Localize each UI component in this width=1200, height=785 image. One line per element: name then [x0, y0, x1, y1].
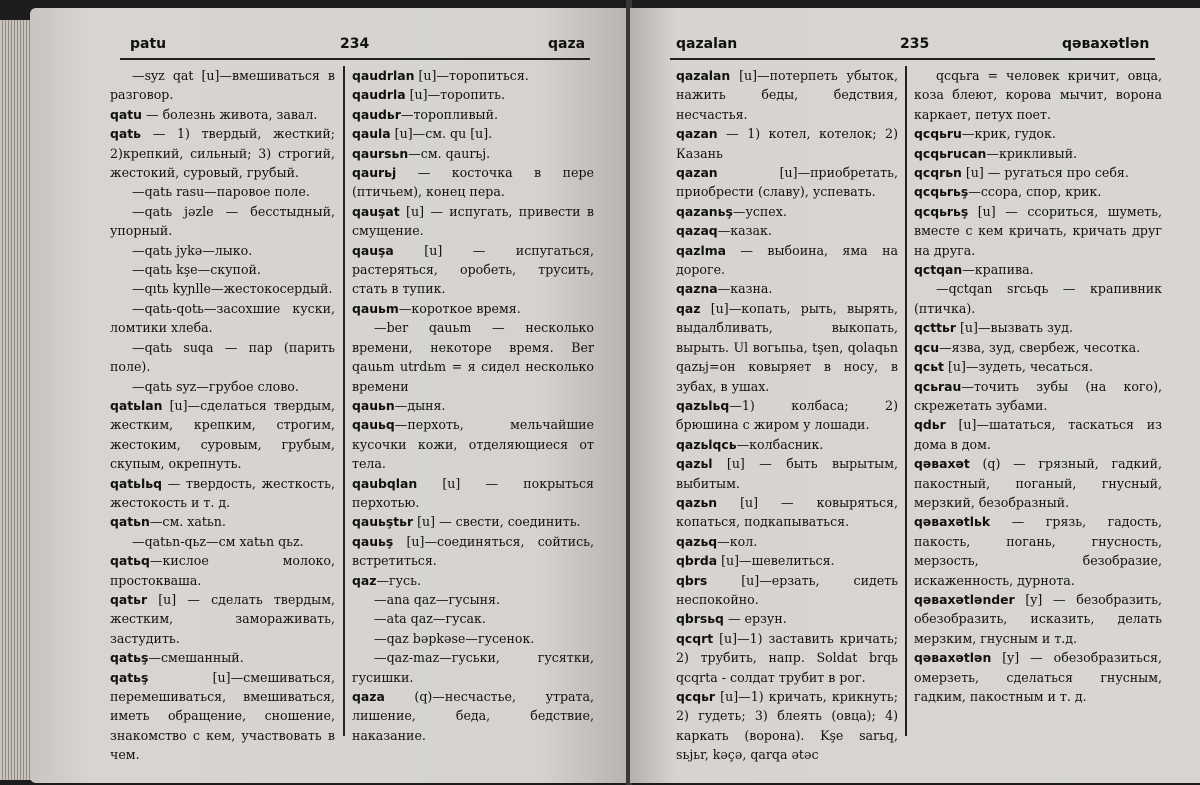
headword: qauşa: [352, 242, 394, 258]
dictionary-entry: [914, 415, 1162, 454]
headword: qcqrt: [676, 630, 714, 646]
dictionary-entry: [676, 202, 898, 221]
definition: —см. qaurьj.: [408, 145, 491, 161]
headword: qbrsьq: [676, 611, 724, 627]
dictionary-entry: [352, 85, 594, 104]
dictionary-entry: [352, 396, 594, 415]
headword: qaudrla: [352, 87, 406, 103]
dictionary-entry: [676, 629, 898, 687]
definition: [u]—зудеть, чесаться.: [943, 359, 1094, 375]
headword: qatьş: [110, 669, 149, 685]
definition: —qatь syz—грубое слово.: [132, 378, 299, 394]
dictionary-entry: [676, 687, 898, 765]
definition: [u]—соединяться, сойтись, встретиться.: [352, 533, 594, 569]
definition: —перхоть, мельчайшие кусочки кожи, отделяющиеся от тела.: [352, 417, 594, 472]
headword: qatu: [110, 106, 142, 122]
dictionary-entry: [352, 144, 594, 163]
headword: qcqrьn: [914, 165, 962, 181]
dictionary-entry: [110, 299, 335, 338]
dictionary-entry: [914, 182, 1162, 201]
dictionary-entry: [676, 279, 898, 298]
dictionary-entry: [352, 590, 594, 609]
definition: [u]—приобретать, приобрести (славу), успевать.: [676, 165, 898, 200]
dictionary-entry: [676, 299, 898, 396]
headword: qauşat: [352, 203, 400, 219]
dictionary-entry: [676, 221, 898, 240]
right-page: [630, 8, 1200, 783]
definition: [u] — ковыряться, копаться, подкапываться.: [676, 494, 898, 530]
dictionary-entry: [914, 377, 1162, 416]
dictionary-entry: [676, 454, 898, 493]
definition: [u] — сделать твердым, жестким, замораживать, застудить.: [110, 591, 335, 646]
definition: —ber qauьm — несколько времени, некоторе время. Ber qauьm utrdьm = я сидел несколько времени: [352, 320, 594, 394]
definition: —смешанный.: [148, 650, 244, 666]
left-column-divider: [343, 66, 345, 736]
right-column-divider: [905, 66, 907, 736]
dictionary-entry: [914, 124, 1162, 143]
headword: qazьlьq: [676, 397, 730, 413]
headword: qaurьj: [352, 165, 397, 181]
definition: —qatь-qotь—засохшие куски, ломтики хлеба.: [110, 300, 335, 336]
headword: qatьş: [110, 650, 149, 666]
dictionary-entry: [352, 105, 594, 124]
definition: —ссора, спор, крик.: [968, 184, 1102, 200]
definition: —syz qat [u]—вмешиваться в разговор.: [110, 68, 335, 103]
dictionary-entry: [110, 279, 335, 298]
dictionary-entry: [352, 66, 594, 85]
definition: —qatь jəzle — бесстыдный, упорный.: [110, 203, 335, 239]
headword: qbrs: [676, 572, 708, 588]
definition: —qatь kşe—скупой.: [132, 262, 261, 278]
headword: qcqьru: [914, 126, 962, 142]
left-running-head-right: qaza: [548, 36, 586, 52]
definition: [u]—потерпеть убыток, нажить беды, бедствия, несчастья.: [676, 68, 898, 122]
definition: —колбасник.: [736, 436, 824, 452]
dictionary-entry: [676, 551, 898, 570]
dictionary-entry: [110, 396, 335, 474]
dictionary-entry: [914, 357, 1162, 376]
definition: [u]—ерзать, сидеть неспокойно.: [676, 572, 898, 607]
headword: qatьn: [110, 514, 150, 530]
definition: (q)—несчастье, утрата, лишение, беда, бедствие, наказание.: [352, 689, 594, 743]
left-page: [30, 8, 628, 783]
dictionary-entry: [676, 241, 898, 280]
definition: —кислое молоко, простокваша.: [110, 553, 335, 588]
definition: —qıtь kyɲlle—жестокосердый.: [132, 281, 333, 297]
definition: qcqьra = человек кричит, овца, коза блеют, корова мычит, ворона каркает, петух поет.: [914, 68, 1162, 122]
headword: qcqьrьş: [914, 203, 969, 219]
headword: qauьştьr: [352, 514, 414, 530]
definition: — грязь, гадость, пакость, погань, гнусность, мерзость, безобразие, искаженность, дурнота.: [914, 514, 1162, 588]
dictionary-entry: [352, 532, 594, 571]
definition: —ata qaz—гусак.: [374, 611, 486, 627]
dictionary-entry: [110, 241, 335, 260]
definition: —торопливый.: [400, 106, 498, 122]
headword: qaudьr: [352, 106, 401, 122]
definition: —казна.: [717, 281, 773, 297]
dictionary-entry: [676, 124, 898, 163]
headword: qaursьn: [352, 145, 409, 161]
right-running-head-right: qəвaxətlən: [1062, 36, 1150, 52]
dictionary-entry: [110, 474, 335, 513]
definition: [u]—сделаться твердым, жестким, крепким, строгим, жестоким, суровым, грубым, скупым, окрепнуть.: [110, 397, 335, 472]
dictionary-entry: [110, 377, 335, 396]
definition: —точить зубы (на кого), скрежетать зубами.: [914, 378, 1162, 413]
left-running-head-left: patu: [130, 36, 167, 52]
headword: qauьn: [352, 397, 395, 413]
dictionary-entry: [914, 648, 1162, 706]
headword: qazьl: [676, 456, 713, 472]
definition: [u] — быть вырытым, выбитым.: [676, 456, 898, 491]
dictionary-entry: [110, 668, 335, 765]
definition: — косточка в пере (птичьем), конец пера.: [352, 165, 594, 200]
left-page-number: 234: [340, 36, 370, 52]
dictionary-entry: [914, 512, 1162, 590]
headword: qaz: [676, 300, 701, 316]
definition: —qatьn-qьz—см xatьn qьz.: [132, 533, 304, 549]
headword: qauьş: [352, 533, 394, 549]
headword: qaza: [352, 689, 385, 704]
definition: — твердость, жесткость, жестокость и т. д.: [110, 475, 335, 510]
dictionary-entry: [676, 66, 898, 124]
definition: [u] — покрыться перхотью.: [352, 475, 594, 510]
headword: qaz: [352, 572, 377, 588]
definition: [u] — испугаться, растеряться, оробеть, трусить, стать в тупик.: [352, 242, 594, 297]
dictionary-entry: [110, 105, 335, 124]
definition: — 1) котел, котелок; 2) Казань: [676, 126, 898, 161]
dictionary-entry: [352, 299, 594, 318]
headword: qatьlьq: [110, 475, 162, 491]
definition: [u]—см. qu [u].: [390, 126, 493, 142]
headword: qazlma: [676, 242, 726, 258]
definition: —крик, гудок.: [961, 126, 1056, 142]
dictionary-entry: [352, 629, 594, 648]
dictionary-entry: [352, 648, 594, 687]
dictionary-entry: [110, 532, 335, 551]
definition: [u]—1) заставить кричать; 2) трубить, напр. Soldat brqь qcqrta - солдат трубит в рог.: [676, 630, 898, 685]
definition: [u]—шевелиться.: [717, 553, 835, 569]
dictionary-entry: [914, 163, 1162, 182]
definition: — выбоина, яма на дороге.: [676, 242, 898, 278]
right-column-2: [914, 66, 1162, 706]
definition: [u] — ссориться, шуметь, вместе с кем кричать, кричать друг на друга.: [914, 203, 1162, 258]
headword: qcu: [914, 339, 940, 355]
dictionary-entry: [914, 144, 1162, 163]
dictionary-entry: [914, 338, 1162, 357]
definition: — болезнь живота, завал.: [141, 106, 318, 122]
definition: [u]—1) кричать, крикнуть; 2) гудеть; 3) блеять (овца); 4) каркать (ворона). Kşe sarьq, sьjьr, kəçə, qarqa ətəc: [676, 689, 898, 763]
left-header-rule: [120, 58, 590, 60]
dictionary-entry: [110, 124, 335, 182]
dictionary-entry: [914, 279, 1162, 318]
headword: qatьr: [110, 591, 148, 607]
headword: qdьr: [914, 417, 946, 433]
right-page-number: 235: [900, 36, 930, 52]
dictionary-entry: [676, 435, 898, 454]
headword: qazьn: [676, 494, 718, 510]
definition: —qaz-maz—гуськи, гусятки, гусишки.: [352, 650, 594, 685]
headword: qaula: [352, 126, 391, 142]
dictionary-entry: [352, 512, 594, 531]
right-column-1: [676, 66, 898, 765]
dictionary-entry: [110, 551, 335, 590]
dictionary-entry: [110, 182, 335, 201]
definition: —см. xatьn.: [149, 514, 226, 530]
dictionary-entry: [914, 66, 1162, 124]
headword: qazna: [676, 281, 718, 297]
dictionary-entry: [914, 454, 1162, 512]
headword: qcqьrucan: [914, 145, 987, 161]
left-column-1: [110, 66, 335, 765]
definition: [u]—смешиваться, перемешиваться, вмешиваться, иметь обращение, сношение, знакомство с кем, участвовать в чем.: [110, 669, 335, 763]
right-running-head-left: qazalan: [676, 36, 738, 52]
definition: —кол.: [717, 533, 758, 549]
dictionary-entry: [914, 590, 1162, 648]
definition: [y] — безобразить, обезобразить, исказить, делать мерзким, гнусным и т.д.: [914, 591, 1162, 646]
definition: —дыня.: [394, 397, 446, 413]
dictionary-entry: [110, 512, 335, 531]
dictionary-entry: [352, 609, 594, 628]
dictionary-entry: [352, 571, 594, 590]
headword: qatьq: [110, 553, 150, 569]
headword: qatь: [110, 126, 141, 142]
dictionary-entry: [352, 202, 594, 241]
dictionary-entry: [110, 66, 335, 105]
definition: —ana qaz—гусыня.: [374, 591, 500, 607]
definition: —qctqan srcьqь — крапивник (птичка).: [914, 281, 1162, 316]
definition: —успех.: [732, 203, 787, 219]
headword: qəвaxətlьk: [914, 514, 991, 530]
dictionary-entry: [352, 124, 594, 143]
dictionary-entry: [352, 415, 594, 473]
headword: qcьt: [914, 359, 944, 375]
dictionary-entry: [914, 260, 1162, 279]
definition: —qatь jykə—лыко.: [132, 242, 253, 258]
headword: qctqan: [914, 262, 963, 278]
dictionary-entry: [676, 571, 898, 610]
dictionary-entry: [352, 241, 594, 299]
definition: —язва, зуд, свербеж, чесотка.: [939, 339, 1141, 355]
definition: [u] — испугать, привести в смущение.: [352, 203, 594, 239]
headword: qazьlqcь: [676, 436, 737, 452]
definition: —крикливый.: [986, 145, 1078, 161]
headword: qcttьr: [914, 320, 957, 336]
definition: —гусь.: [376, 572, 421, 588]
dictionary-entry: [914, 318, 1162, 337]
dictionary-entry: [110, 648, 335, 667]
definition: —казак.: [717, 223, 772, 239]
dictionary-entry: [110, 338, 335, 377]
dictionary-entry: [352, 163, 594, 202]
dictionary-entry: [352, 687, 594, 745]
dictionary-entry: [676, 396, 898, 435]
headword: qauьq: [352, 417, 395, 433]
left-column-2: [352, 66, 594, 745]
headword: qazan: [676, 165, 718, 181]
headword: qəвaxətlən: [914, 650, 992, 666]
dictionary-entry: [352, 318, 594, 396]
dictionary-entry: [676, 532, 898, 551]
definition: —короткое время.: [398, 300, 521, 316]
dictionary-entry: [110, 202, 335, 241]
definition: —qatь suqa — пар (парить поле).: [110, 339, 335, 375]
definition: —qatь rasu—паровое поле.: [132, 184, 310, 200]
headword: qaubqlan: [352, 475, 418, 491]
dictionary-entry: [110, 260, 335, 279]
right-header-rule: [670, 58, 1155, 60]
definition: [y] — обезобразиться, омерзеть, сделаться гнусным, гадким, пакостным и т. д.: [914, 650, 1162, 704]
definition: [u] — свести, соединить.: [413, 514, 581, 530]
dictionary-entry: [676, 163, 898, 202]
headword: qazan: [676, 126, 718, 142]
headword: qauьm: [352, 300, 399, 316]
headword: qcьrau: [914, 378, 962, 394]
definition: [u] — ругаться про себя.: [961, 165, 1129, 181]
dictionary-entry: [676, 493, 898, 532]
definition: — ерзун.: [723, 611, 787, 627]
headword: qazaq: [676, 223, 718, 239]
dictionary-entry: [110, 590, 335, 648]
headword: qəвaxət: [914, 456, 970, 472]
definition: [u]—шататься, таскаться из дома в дом.: [914, 417, 1162, 452]
definition: (q) — грязный, гадкий, пакостный, поганый, гнусный, мерзкий, безобразный.: [914, 456, 1162, 510]
headword: qazalan: [676, 68, 731, 83]
headword: qaudrlan: [352, 68, 415, 83]
headword: qatьlan: [110, 397, 163, 413]
headword: qcqьrьş: [914, 184, 969, 200]
dictionary-entry: [676, 609, 898, 628]
definition: [u]—торопиться.: [414, 68, 529, 83]
definition: —1) колбаса; 2) брюшина с жиром у лошади.: [676, 397, 898, 433]
definition: [u]—вызвать зуд.: [956, 320, 1073, 336]
definition: —крапива.: [962, 262, 1034, 278]
headword: qbrda: [676, 553, 718, 569]
dictionary-entry: [914, 202, 1162, 260]
headword: qəвaxətlənder: [914, 591, 1015, 607]
headword: qazьq: [676, 533, 718, 549]
dictionary-entry: [352, 474, 594, 513]
definition: — 1) твердый, жесткий; 2)крепкий, сильный; 3) строгий, жестокий, суровый, грубый.: [110, 126, 335, 181]
headword: qcqьr: [676, 689, 716, 704]
definition: —qaz bəpkəse—гусенок.: [374, 630, 535, 646]
headword: qazanьş: [676, 203, 733, 219]
definition: [u]—копать, рыть, вырять, выдалбливать, выкопать, вырыть. Ul вогьпьа, tşen, qolaqьn qazьj=он ковыряет в носу, в зубах, в ушах.: [676, 300, 898, 394]
definition: [u]—торопить.: [405, 87, 505, 103]
